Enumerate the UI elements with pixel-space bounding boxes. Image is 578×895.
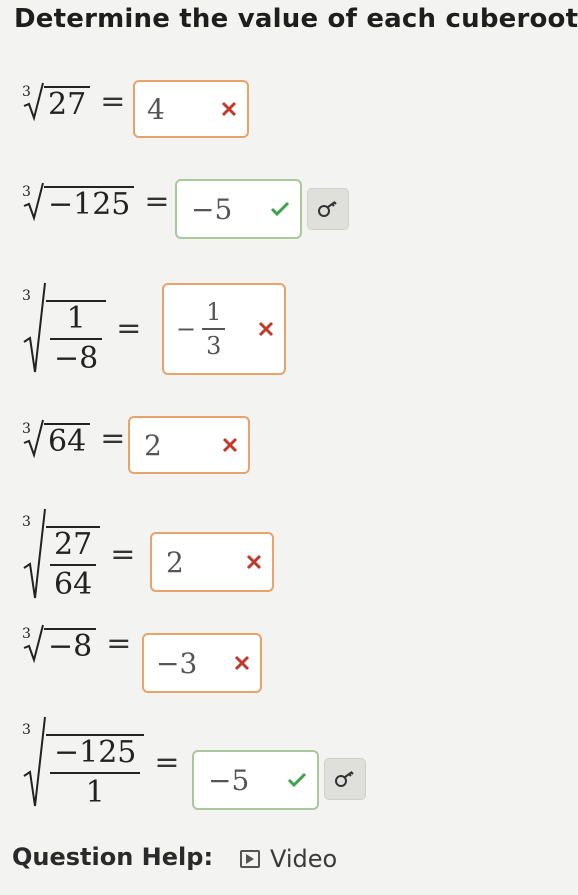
root-index: 3 (22, 288, 31, 304)
answer-input-4[interactable] (128, 416, 250, 474)
question-heading: Determine the value of each cuberoot (14, 4, 578, 34)
root-index: 3 (22, 514, 31, 530)
radicand (46, 734, 144, 808)
video-link[interactable] (240, 845, 337, 873)
denominator: −8 (54, 341, 99, 376)
denominator: 64 (54, 567, 93, 602)
radicand: −125 (44, 186, 134, 220)
equals-sign: = (110, 536, 136, 572)
denominator: 1 (85, 775, 105, 810)
root-index: 3 (22, 184, 31, 200)
problem-5-expression (22, 508, 147, 600)
check-mark-icon (270, 201, 290, 217)
root-index: 3 (22, 722, 31, 738)
equals-sign: = (106, 625, 132, 661)
cube-root (22, 182, 134, 220)
answer-input-3[interactable] (162, 283, 286, 375)
radicand-fraction (50, 301, 102, 376)
key-button-2[interactable] (307, 188, 349, 230)
root-index: 3 (22, 84, 31, 100)
x-mark-icon (222, 437, 238, 453)
root-index: 3 (22, 626, 31, 642)
key-button-7[interactable] (324, 758, 366, 800)
answer-input-2[interactable] (175, 179, 302, 239)
video-label: Video (270, 845, 338, 873)
equals-sign: = (116, 310, 142, 346)
x-mark-icon (221, 101, 237, 117)
answer-value: 2 (166, 545, 184, 579)
numerator: 1 (66, 301, 86, 336)
denominator: 3 (206, 332, 222, 360)
answer-fraction (202, 300, 225, 358)
equals-sign: = (100, 420, 126, 456)
radicand-fraction (50, 527, 96, 602)
cube-root (22, 419, 90, 457)
answer-value: 2 (144, 428, 162, 462)
numerator: 1 (206, 298, 222, 326)
key-icon (334, 770, 356, 788)
x-mark-icon (234, 655, 250, 671)
problem-1-expression (22, 82, 137, 120)
key-icon (317, 200, 339, 218)
x-mark-icon (258, 321, 274, 337)
radicand (46, 300, 106, 374)
question-help-label: Question Help: (12, 843, 214, 871)
numerator: 27 (54, 527, 93, 562)
problem-3-expression (22, 282, 153, 374)
play-icon (240, 850, 260, 868)
cube-root (22, 624, 96, 662)
numerator: −125 (54, 735, 137, 770)
problem-2-expression (22, 182, 182, 220)
answer-value: −3 (156, 646, 198, 680)
cube-root (22, 508, 100, 600)
problem-6-expression (22, 624, 143, 662)
equals-sign: = (154, 744, 180, 780)
radicand: 27 (44, 86, 90, 120)
answer-value: −5 (208, 763, 250, 797)
radicand-fraction (50, 735, 140, 810)
equals-sign: = (100, 83, 126, 119)
answer-input-1[interactable] (133, 80, 249, 138)
equals-sign: = (144, 183, 170, 219)
cube-root (22, 82, 90, 120)
problem-4-expression (22, 419, 137, 457)
check-mark-icon (287, 772, 307, 788)
problem-7-expression (22, 716, 192, 808)
x-mark-icon (246, 554, 262, 570)
root-index: 3 (22, 421, 31, 437)
cube-root (22, 282, 106, 374)
answer-value (176, 300, 225, 358)
radicand: −8 (44, 628, 96, 662)
answer-input-7[interactable] (192, 750, 319, 810)
answer-sign: − (176, 315, 197, 343)
radicand (46, 526, 100, 600)
answer-value: −5 (191, 192, 233, 226)
answer-input-6[interactable] (142, 633, 262, 693)
answer-value: 4 (147, 92, 165, 126)
cube-root (22, 716, 144, 808)
answer-input-5[interactable] (150, 532, 274, 592)
radicand: 64 (44, 423, 90, 457)
